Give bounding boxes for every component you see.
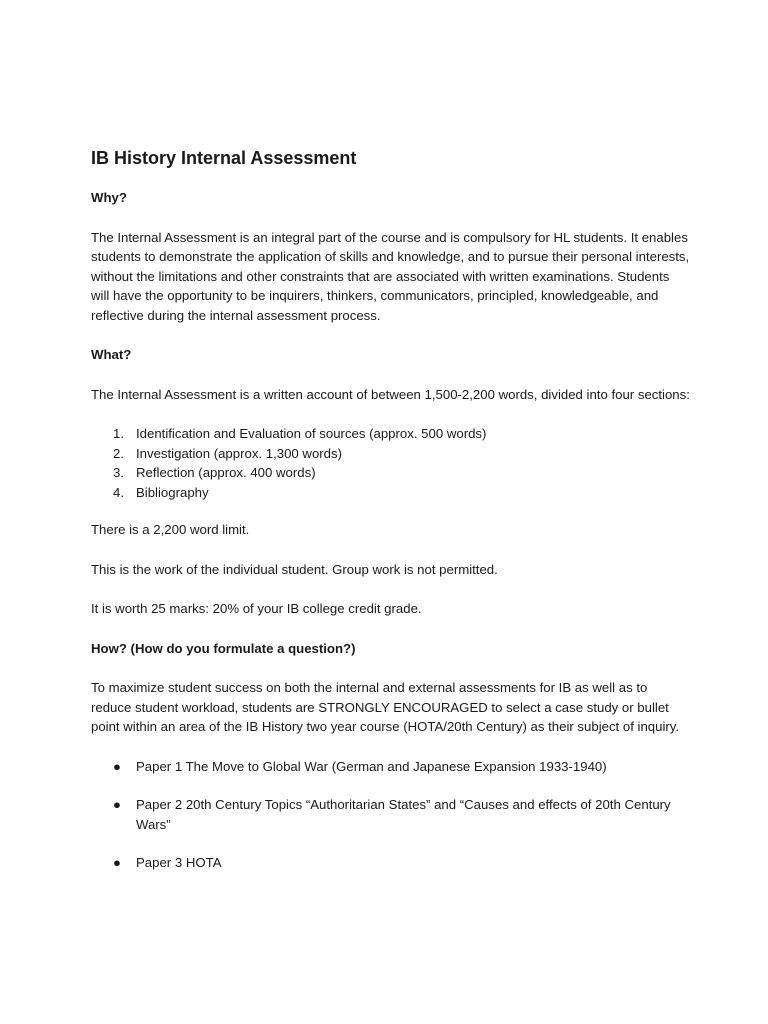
list-item (91, 424, 691, 444)
why-paragraph: The Internal Assessment is an integral part of the course and is compulsory for HL students. It enables students to demonstrate the application of skills and knowledge, and to pursue their personal interests, without the limitations and other constraints that are associated with written examinations. Students will have the opportunity to be inquirers, thinkers, communicators, principled, knowledgeable, and reflective during the internal assessment process. (91, 229, 690, 323)
list-item-text: Paper 3 HOTA (136, 855, 222, 870)
bullet-icon: ● (113, 797, 121, 812)
list-item-text: Bibliography (136, 484, 209, 500)
word-limit-text: There is a 2,200 word limit. (91, 522, 250, 537)
list-item (91, 463, 691, 483)
marks-worth-text: It is worth 25 marks: 20% of your IB college credit grade. (91, 601, 422, 616)
list-item-text: Reflection (approx. 400 words) (136, 465, 316, 480)
what-intro: The Internal Assessment is a written account of between 1,500-2,200 words, divided into four sections: (91, 386, 690, 402)
list-item-number: 2. (113, 445, 124, 461)
list-item-number: 3. (113, 465, 124, 480)
list-item-text: Paper 2 20th Century Topics “Authoritarian States” and “Causes and effects of 20th Century Wars” (136, 797, 671, 832)
list-item (91, 444, 691, 464)
list-item-text: Paper 1 The Move to Global War (German and Japanese Expansion 1933-1940) (136, 758, 607, 774)
what-heading: What? (91, 347, 132, 362)
papers-list (91, 757, 691, 873)
how-paragraph: To maximize student success on both the internal and external assessments for IB as well as to reduce student workload, students are STRONGLY ENCOURAGED to select a case study or bullet point within an area of the IB History two year course (HOTA/20th Century) as their subject of inquiry. (91, 680, 680, 734)
bullet-icon: ● (113, 758, 121, 774)
list-item-number: 4. (113, 484, 124, 500)
document-page (91, 146, 691, 892)
bullet-icon: ● (113, 855, 121, 870)
list-item-text: Identification and Evaluation of sources (approx. 500 words) (136, 426, 487, 441)
how-heading: How? (How do you formulate a question?) (91, 640, 356, 656)
individual-work-text: This is the work of the individual student. Group work is not permitted. (91, 561, 498, 577)
list-item (91, 795, 691, 834)
why-heading: Why? (91, 190, 127, 205)
document-title: IB History Internal Assessment (91, 148, 357, 168)
sections-list (91, 424, 691, 502)
list-item (91, 757, 691, 777)
list-item (91, 483, 691, 503)
list-item-number: 1. (113, 426, 124, 441)
list-item (91, 853, 691, 873)
list-item-text: Investigation (approx. 1,300 words) (136, 445, 342, 461)
